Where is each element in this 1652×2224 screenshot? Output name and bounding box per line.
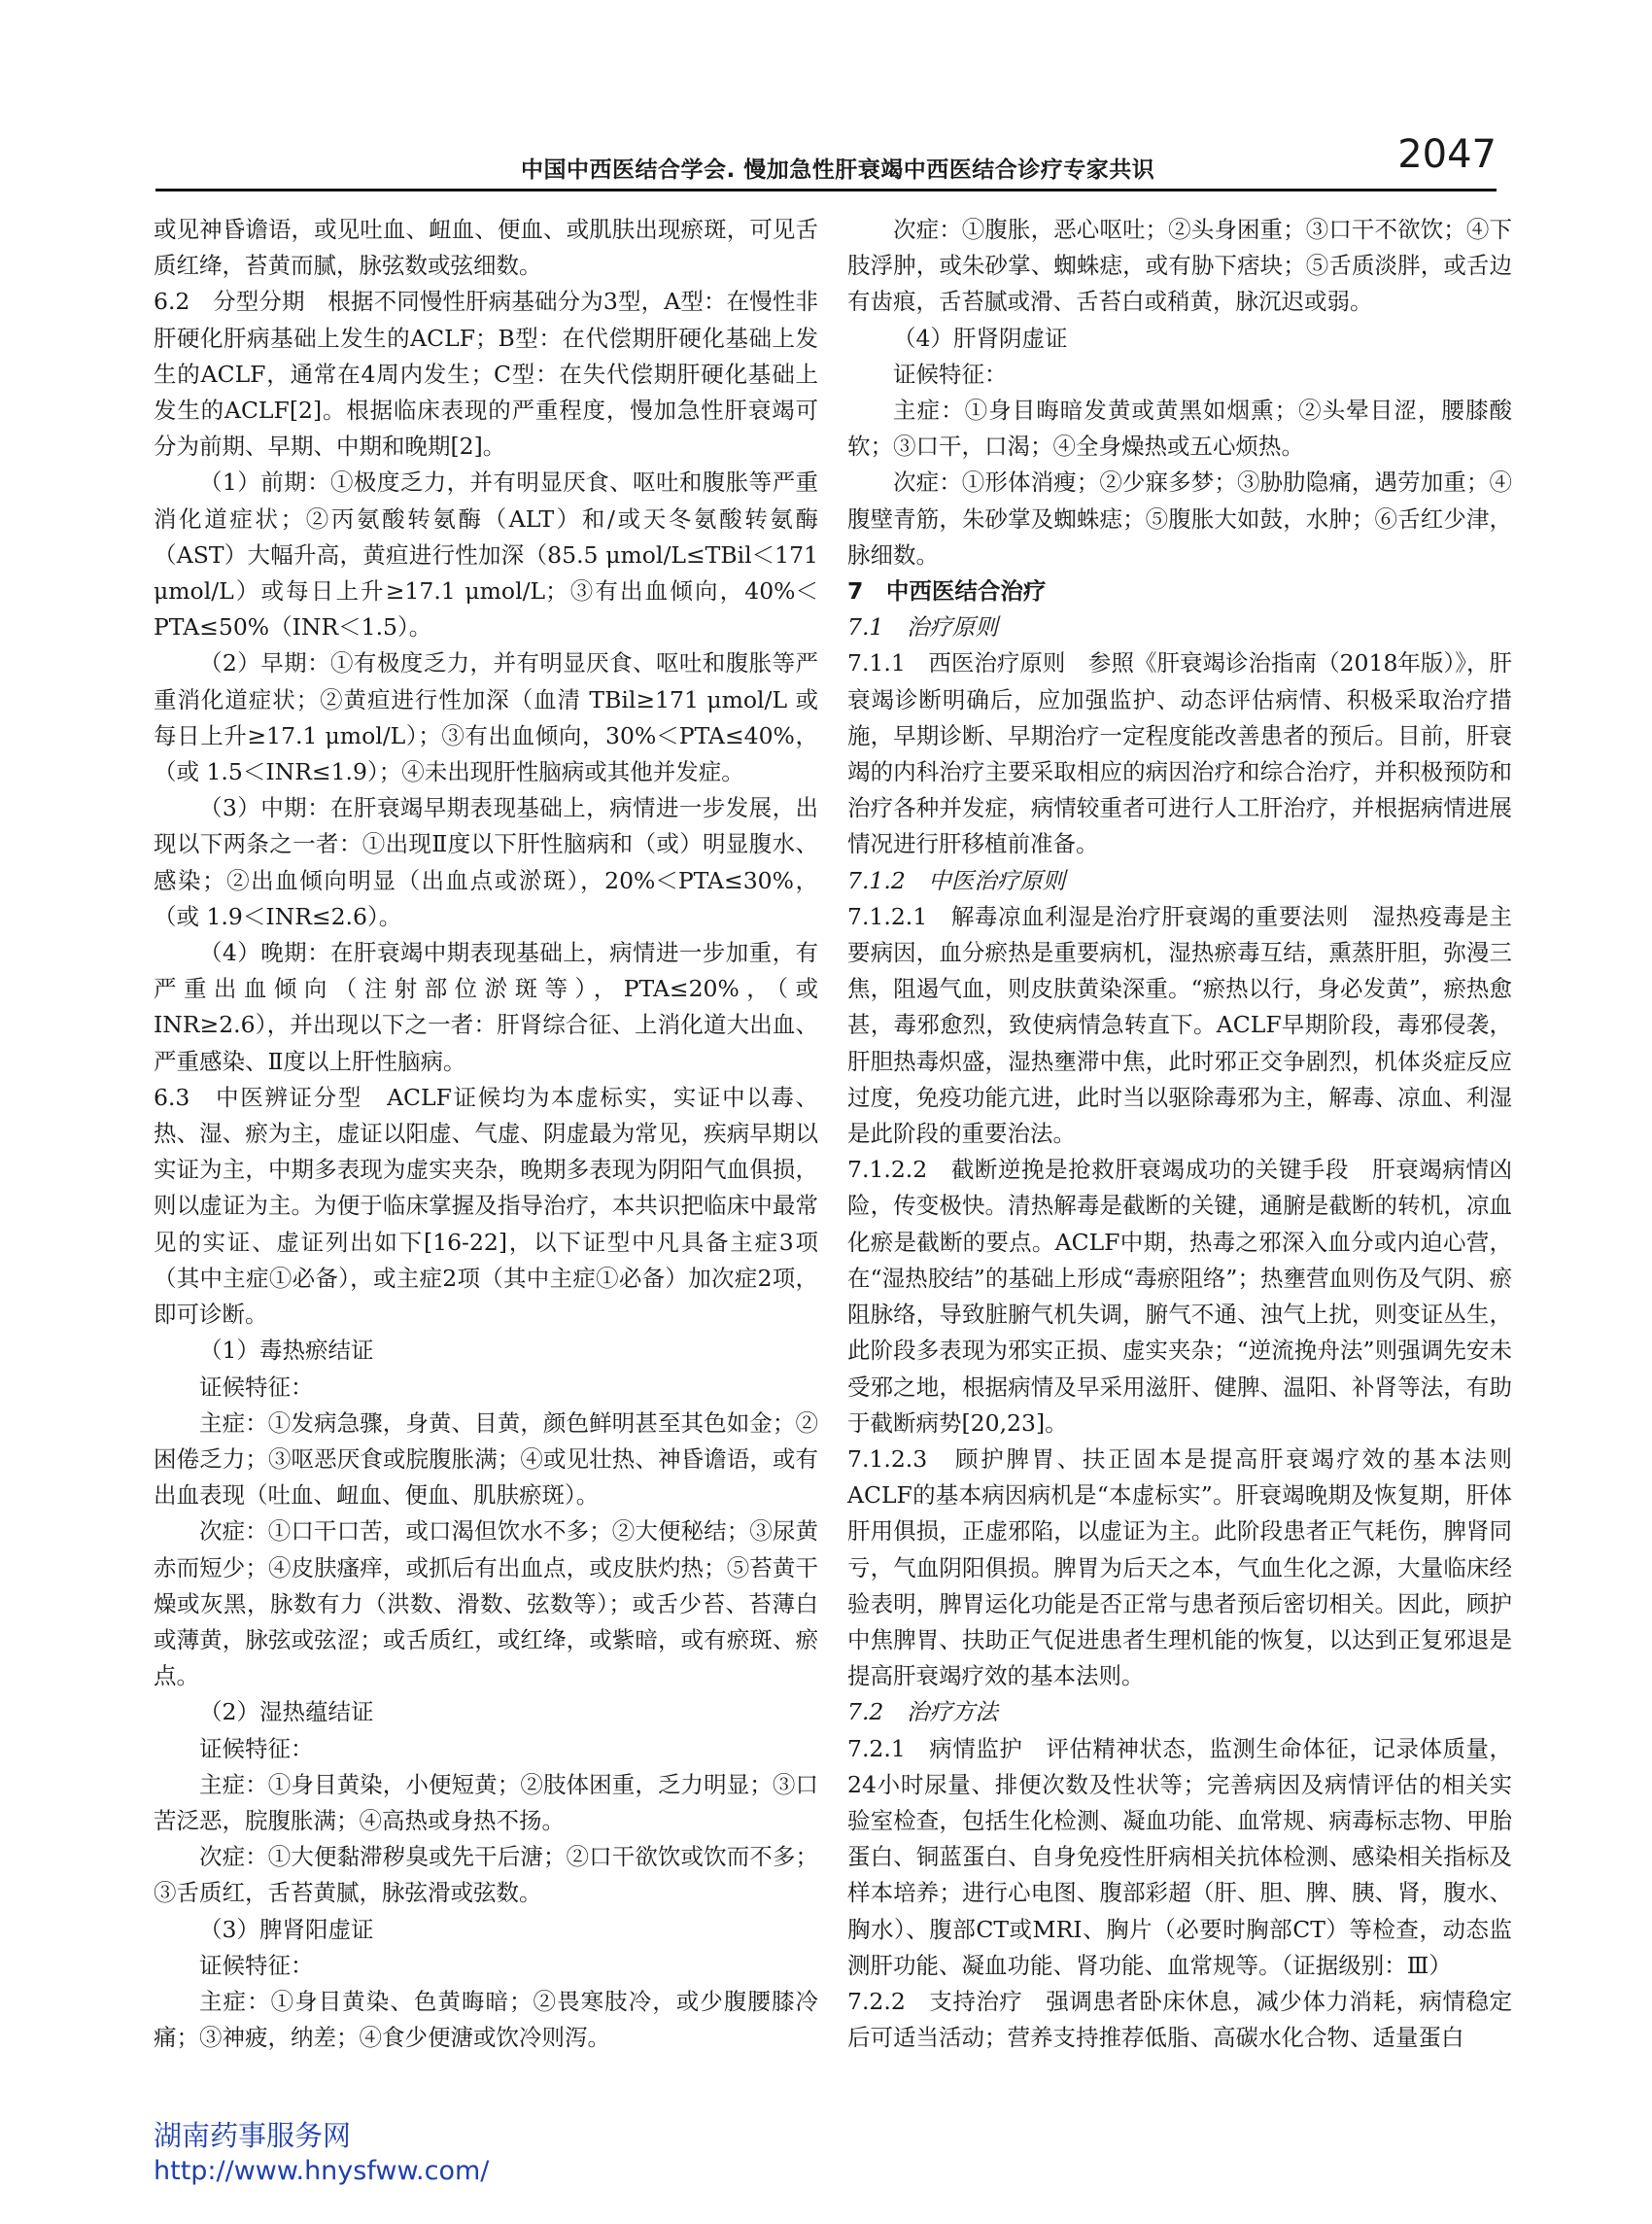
site-name[interactable]: 湖南药事服务网 xyxy=(154,2119,352,2152)
body-paragraph: 证候特征： xyxy=(199,1951,314,1979)
body-paragraph: 次症：①口干口苦，或口渴但饮水不多；②大便秘结；③尿黄赤而短少；④皮肤瘙痒，或抓后有出血点，或皮肤灼热；⑤苔黄干燥或灰黑，脉数有力（洪数、滑数、弦数等）；或舌少苔、苔薄白或薄黄，脉弦或弦涩；或舌质红，或红绛，或紫暗，或有瘀斑、瘀点。 xyxy=(154,1517,818,1690)
right-column xyxy=(847,212,1535,2056)
body-paragraph: （2）早期：①有极度乏力，并有明显厌食、呕吐和腹胀等严重消化道症状；②黄疸进行性加深（血清 TBil≥171 μmol/L 或每日上升≥17.1 μmol/L）；③有出血倾向，30%＜PTA≤40%，（或 1.5＜INR≤1.9）；④未出现肝性脑病或其他并发症。 xyxy=(154,649,818,786)
body-paragraph: 7.2.1 病情监护 评估精神状态，监测生命体征，记录体质量，24小时尿量、排便次数及性状等；完善病因及病情评估的相关实验室检查，包括生化检测、凝血功能、血常规、病毒标志物、甲胎蛋白、铜蓝蛋白、自身免疫性肝病相关抗体检测、感染相关指标及样本培养；进行心电图、腹部彩超（肝、胆、脾、胰、肾，腹水、胸水）、腹部CT或MRI、胸片（必要时胸部CT）等检查，动态监测肝功能、凝血功能、肾功能、血常规等。（证据级别：Ⅲ） xyxy=(847,1734,1512,1979)
body-paragraph: 7.1.2.2 截断逆挽是抢救肝衰竭成功的关键手段 肝衰竭病情凶险，传变极快。清热解毒是截断的关键，通腑是截断的转机，凉血化瘀是截断的要点。ACLF中期，热毒之邪深入血分或内迫心营，在“湿热胶结”的基础上形成“毒瘀阻络”；热壅营血则伤及气阴、瘀阻脉络，导致脏腑气机失调，腑气不通、浊气上扰，则变证丛生，此阶段多表现为邪实正损、虚实夹杂；“逆流挽舟法”则强调先安未受邪之地，根据病情及早采用滋肝、健脾、温阳、补肾等法，有助于截断病势[20,23]。 xyxy=(847,1156,1512,1437)
body-paragraph: 主症：①身目黄染，小便短黄；②肢体困重，乏力明显；③口苦泛恶，脘腹胀满；④高热或身热不扬。 xyxy=(154,1770,818,1834)
body-paragraph: 7.1.2.1 解毒凉血利湿是治疗肝衰竭的重要法则 湿热疫毒是主要病因，血分瘀热是重要病机，湿热瘀毒互结，熏蒸肝胆，弥漫三焦，阻遏气血，则皮肤黄染深重。“瘀热以行，身必发黄”，瘀热愈甚，毒邪愈烈，致使病情急转直下。ACLF早期阶段，毒邪侵袭，肝胆热毒炽盛，湿热壅滞中焦，此时邪正交争剧烈，机体炎症反应过度，免疫功能亢进，此时当以驱除毒邪为主，解毒、凉血、利湿是此阶段的重要治法。 xyxy=(847,902,1512,1148)
page-header xyxy=(155,115,1497,192)
body-paragraph: 证候特征： xyxy=(199,1373,314,1401)
body-paragraph: 6.2 分型分期 根据不同慢性肝病基础分为3型，A型：在慢性非肝硬化肝病基础上发生的ACLF；B型：在代偿期肝硬化基础上发生的ACLF，通常在4周内发生；C型：在失代偿期肝硬化基础上发生的ACLF[2]。根据临床表现的严重程度，慢加急性肝衰竭可分为前期、早期、中期和晚期[2]。 xyxy=(154,288,818,461)
subsection-heading: 7.1 治疗原则 xyxy=(847,613,998,642)
header-divider xyxy=(155,189,1497,191)
body-paragraph: 证候特征： xyxy=(199,1734,314,1762)
body-paragraph: 7.2.2 支持治疗 强调患者卧床休息，减少体力消耗，病情稳定后可适当活动；营养支持推荐低脂、高碳水化合物、适量蛋白 xyxy=(847,1987,1512,2052)
page-number: 2047 xyxy=(1397,132,1497,177)
body-paragraph: 7.1.2.3 顾护脾胃、扶正固本是提高肝衰竭疗效的基本法则 ACLF的基本病因病机是“本虚标实”。肝衰竭晚期及恢复期，肝体肝用俱损，正虚邪陷，以虚证为主。此阶段患者正气耗伤，脾肾同亏，气血阴阳俱损。脾胃为后天之本，气血生化之源，大量临床经验表明，脾胃运化功能是否正常与患者预后密切相关。因此，顾护中焦脾胃、扶助正气促进患者生理机能的恢复，以达到正复邪退是提高肝衰竭疗效的基本法则。 xyxy=(847,1444,1535,1690)
body-paragraph: 或见神昏谵语，或见吐血、衄血、便血、或肌肤出现瘀斑，可见舌质红绛，苔黄而腻，脉弦数或弦细数。 xyxy=(154,216,818,280)
body-paragraph: 主症：①身目晦暗发黄或黄黑如烟熏；②头晕目涩，腰膝酸软；③口干，口渴；④全身燥热或五心烦热。 xyxy=(847,397,1512,461)
section-heading: 7 中西医结合治疗 xyxy=(847,577,1047,606)
body-paragraph: 7.1.1 西医治疗原则 参照《肝衰竭诊治指南（2018年版）》，肝衰竭诊断明确后，应加强监护、动态评估病情、积极采取治疗措施，早期诊断、早期治疗一定程度能改善患者的预后。目前，肝衰竭的内科治疗主要采取相应的病因治疗和综合治疗，并积极预防和治疗各种并发症，病情较重者可进行人工肝治疗，并根据病情进展情况进行肝移植前准备。 xyxy=(847,649,1512,858)
watermark-footer xyxy=(154,2117,489,2189)
body-paragraph: （1）前期：①极度乏力，并有明显厌食、呕吐和腹胀等严重消化道症状；②丙氨酸转氨酶（ALT）和/或天冬氨酸转氨酶（AST）大幅升高，黄疸进行性加深（85.5 μmol/L≤TBil＜171 μmol/L）或每日上升≥17.1 μmol/L；③有出血倾向，40%＜PTA≤50%（INR＜1.5）。 xyxy=(154,469,818,642)
body-paragraph: （4）肝肾阴虚证 xyxy=(893,324,1068,352)
body-paragraph: 6.3 中医辨证分型 ACLF证候均为本虚标实，实证中以毒、热、湿、瘀为主，虚证以阳虚、气虚、阴虚最为常见，疾病早期以实证为主，中期多表现为虚实夹杂，晚期多表现为阴阳气血俱损，则以虚证为主。为便于临床掌握及指导治疗，本共识把临床中最常见的实证、虚证列出如下[16-22]，以下证型中凡具备主症3项（其中主症①必备），或主症2项（其中主症①必备）加次症2项，即可诊断。 xyxy=(154,1083,818,1329)
body-paragraph: （2）湿热蕴结证 xyxy=(199,1698,374,1726)
body-paragraph: （1）毒热瘀结证 xyxy=(199,1337,374,1365)
subsection-heading: 7.1.2 中医治疗原则 xyxy=(847,866,1066,894)
body-paragraph: （3）脾肾阳虚证 xyxy=(199,1915,374,1943)
left-column xyxy=(154,212,818,2056)
body-paragraph: 次症：①大便黏滞秽臭或先干后溏；②口干欲饮或饮而不多；③舌质红，舌苔黄腻，脉弦滑或弦数。 xyxy=(154,1843,818,1907)
body-paragraph: 证候特征： xyxy=(893,360,1008,388)
site-url-link[interactable]: http://www.hnysfww.com/ xyxy=(154,2156,490,2186)
body-paragraph: （3）中期：在肝衰竭早期表现基础上，病情进一步发展，出现以下两条之一者：①出现Ⅱ度以下肝性脑病和（或）明显腹水、感染；②出血倾向明显（出血点或淤斑），20%＜PTA≤30%，（或 1.9＜INR≤2.6）。 xyxy=(154,794,818,930)
body-paragraph: 主症：①身目黄染、色黄晦暗；②畏寒肢冷，或少腹腰膝冷痛；③神疲，纳差；④食少便溏或饮冷则泻。 xyxy=(154,1987,818,2052)
body-paragraph: （4）晚期：在肝衰竭中期表现基础上，病情进一步加重，有严重出血倾向（注射部位淤斑等），PTA≤20%，（或 INR≥2.6），并出现以下之一者：肝肾综合征、上消化道大出血、严重感染、Ⅱ度以上肝性脑病。 xyxy=(154,939,818,1075)
body-paragraph: 次症：①形体消瘦；②少寐多梦；③胁肋隐痛，遇劳加重；④腹壁青筋，朱砂掌及蜘蛛痣；⑤腹胀大如鼓，水肿；⑥舌红少津，脉细数。 xyxy=(847,469,1512,569)
subsection-heading: 7.2 治疗方法 xyxy=(847,1698,998,1726)
body-paragraph: 次症：①腹胀，恶心呕吐；②头身困重；③口干不欲饮；④下肢浮肿，或朱砂掌、蜘蛛痣，或有胁下痞块；⑤舌质淡胖，或舌边有齿痕，舌苔腻或滑、舌苔白或稍黄，脉沉迟或弱。 xyxy=(847,216,1512,316)
body-paragraph: 主症：①发病急骤，身黄、目黄，颜色鲜明甚至其色如金；②困倦乏力；③呕恶厌食或脘腹胀满；④或见壮热、神昏谵语，或有出血表现（吐血、衄血、便血、肌肤瘀斑）。 xyxy=(154,1408,818,1510)
running-title: 中国中西医结合学会. 慢加急性肝衰竭中西医结合诊疗专家共识 xyxy=(521,157,1155,183)
